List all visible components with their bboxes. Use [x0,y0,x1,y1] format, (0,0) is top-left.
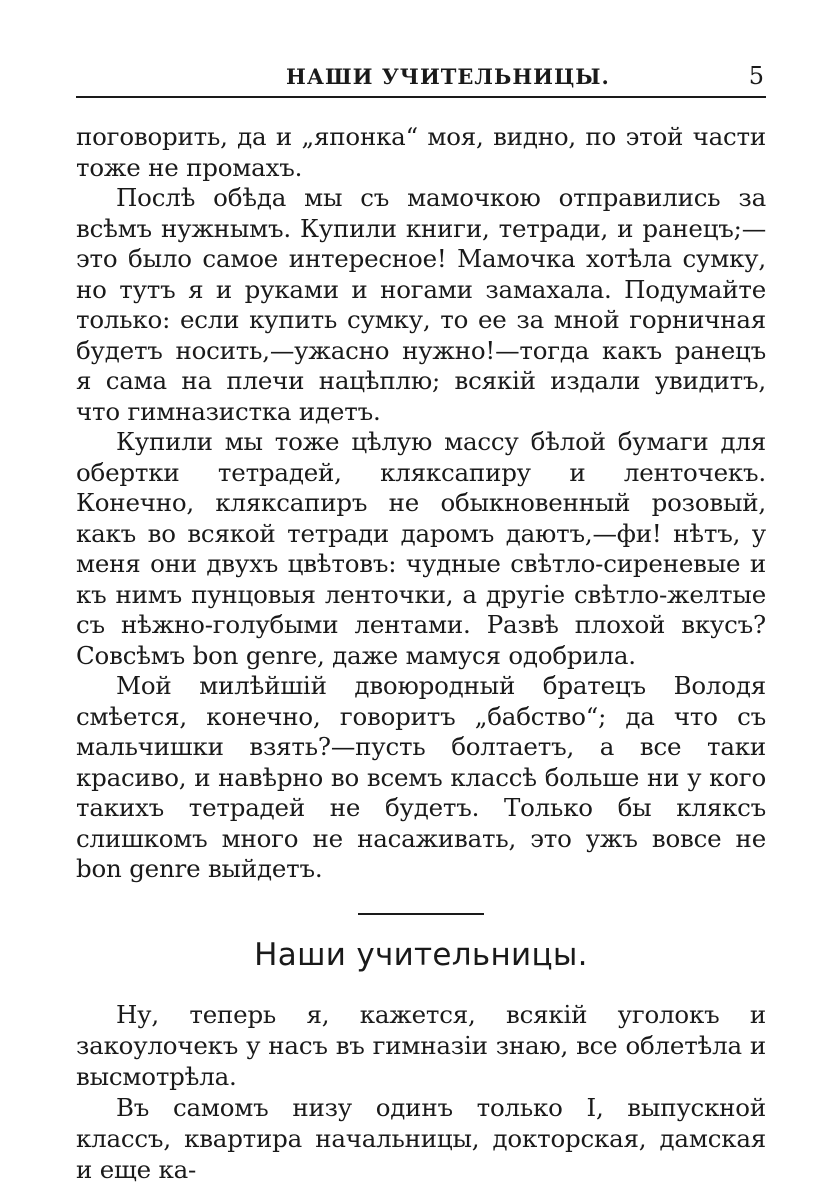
paragraph-1: поговорить, да и „японка“ моя, видно, по этой части тоже не промахъ. [76,122,766,182]
section-body [76,999,766,1185]
body-text [76,122,766,1185]
paragraph-4: Мой милѣйшій двоюродный братецъ Володя смѣется, конечно, говоритъ „бабство“; да что съ мальчишки взять?—пусть болтаетъ, а все таки красиво, и навѣрно во всемъ классѣ больше ни у кого такихъ тетрадей не будетъ. Только бы кляксъ слишкомъ много не насаживать, это ужъ вовсе не bon genre выйдетъ. [76,671,766,883]
running-title: НАШИ УЧИТЕЛЬНИЦЫ. [286,64,610,89]
page-number: 5 [748,62,764,90]
section-paragraph-2: Въ самомъ низу одинъ только I, выпускной классъ, квартира начальницы, докторская, дамская и еще ка- [76,1092,766,1184]
paragraph-3: Купили мы тоже цѣлую массу бѣлой бумаги для обертки тетрадей, кляксапиру и ленточекъ. Конечно, кляксапиръ не обыкновенный розовый, какъ во всякой тетради даромъ даютъ,—фи! нѣтъ, у меня они двухъ цвѣтовъ: чудные свѣтло-сиреневые и къ нимъ пунцовыя ленточки, а другіе свѣтло-желтые съ нѣжно-голубыми лентами. Развѣ плохой вкусъ? Совсѣмъ bon genre, даже мамуся одобрила. [76,427,766,670]
header-rule [76,96,766,98]
section-divider [358,913,484,915]
page-header [76,60,766,96]
section-heading: Наши учительницы. [254,936,588,973]
section-paragraph-1: Ну, теперь я, кажется, всякій уголокъ и закоулочекъ у насъ въ гимназіи знаю, все облетѣла и высмотрѣла. [76,999,766,1091]
paragraph-2: Послѣ обѣда мы съ мамочкою отправились за всѣмъ нужнымъ. Купили книги, тетради, и ранецъ;—это было самое интересное! Мамочка хотѣла сумку, но тутъ я и руками и ногами замахала. Подумайте только: если купить сумку, то ее за мной горничная будетъ носить,—ужасно нужно!—тогда какъ ранецъ я сама на плечи нацѣплю; всякій издали увидитъ, что гимназистка идетъ. [76,183,766,426]
